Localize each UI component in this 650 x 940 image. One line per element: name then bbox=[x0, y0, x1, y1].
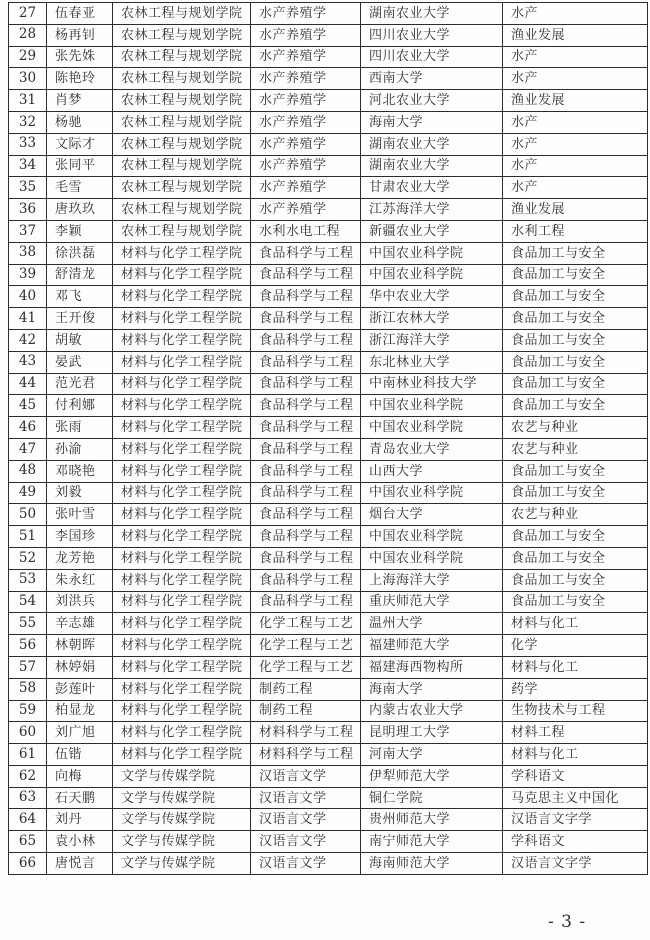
cell-name: 肖梦 bbox=[47, 90, 113, 112]
cell-row-number: 48 bbox=[9, 460, 47, 482]
cell-name: 彭莲叶 bbox=[47, 678, 113, 700]
cell-college: 材料与化学工程学院 bbox=[113, 373, 251, 395]
cell-row-number: 41 bbox=[9, 308, 47, 330]
cell-row-number: 63 bbox=[9, 787, 47, 809]
cell-university: 伊犁师范大学 bbox=[361, 765, 503, 787]
table-row bbox=[9, 264, 648, 286]
cell-major: 食品科学与工程 bbox=[251, 591, 361, 613]
cell-row-number: 36 bbox=[9, 199, 47, 221]
cell-name: 林朝晖 bbox=[47, 635, 113, 657]
table-row bbox=[9, 635, 648, 657]
cell-name: 刘丹 bbox=[47, 809, 113, 831]
table-body bbox=[9, 3, 648, 875]
cell-major: 水产养殖学 bbox=[251, 177, 361, 199]
cell-name: 石天鹏 bbox=[47, 787, 113, 809]
cell-field: 渔业发展 bbox=[503, 199, 648, 221]
cell-university: 中国农业科学院 bbox=[361, 547, 503, 569]
cell-college: 材料与化学工程学院 bbox=[113, 286, 251, 308]
cell-major: 水产养殖学 bbox=[251, 133, 361, 155]
cell-university: 烟台大学 bbox=[361, 504, 503, 526]
cell-university: 昆明理工大学 bbox=[361, 722, 503, 744]
cell-college: 农林工程与规划学院 bbox=[113, 46, 251, 68]
cell-name: 范光君 bbox=[47, 373, 113, 395]
table-row bbox=[9, 787, 648, 809]
cell-college: 农林工程与规划学院 bbox=[113, 199, 251, 221]
cell-row-number: 66 bbox=[9, 853, 47, 875]
cell-name: 胡敏 bbox=[47, 329, 113, 351]
cell-name: 舒清龙 bbox=[47, 264, 113, 286]
cell-row-number: 65 bbox=[9, 831, 47, 853]
table-row bbox=[9, 809, 648, 831]
table-row bbox=[9, 417, 648, 439]
cell-field: 材料与化工 bbox=[503, 744, 648, 766]
table-row bbox=[9, 526, 648, 548]
cell-major: 材料科学与工程 bbox=[251, 722, 361, 744]
cell-row-number: 55 bbox=[9, 613, 47, 635]
cell-row-number: 33 bbox=[9, 133, 47, 155]
table-row bbox=[9, 395, 648, 417]
table-row bbox=[9, 220, 648, 242]
cell-row-number: 62 bbox=[9, 765, 47, 787]
cell-name: 付利娜 bbox=[47, 395, 113, 417]
cell-field: 渔业发展 bbox=[503, 90, 648, 112]
table-row bbox=[9, 547, 648, 569]
table-row bbox=[9, 678, 648, 700]
cell-college: 农林工程与规划学院 bbox=[113, 155, 251, 177]
cell-name: 晏武 bbox=[47, 351, 113, 373]
cell-major: 食品科学与工程 bbox=[251, 547, 361, 569]
cell-college: 材料与化学工程学院 bbox=[113, 504, 251, 526]
cell-name: 邓飞 bbox=[47, 286, 113, 308]
cell-name: 刘广旭 bbox=[47, 722, 113, 744]
cell-major: 水产养殖学 bbox=[251, 155, 361, 177]
cell-college: 材料与化学工程学院 bbox=[113, 526, 251, 548]
cell-major: 汉语言文学 bbox=[251, 853, 361, 875]
cell-field: 农艺与种业 bbox=[503, 438, 648, 460]
cell-college: 农林工程与规划学院 bbox=[113, 68, 251, 90]
cell-field: 水产 bbox=[503, 46, 648, 68]
cell-university: 浙江农林大学 bbox=[361, 308, 503, 330]
table-row bbox=[9, 853, 648, 875]
cell-name: 孙渝 bbox=[47, 438, 113, 460]
cell-major: 食品科学与工程 bbox=[251, 417, 361, 439]
cell-row-number: 59 bbox=[9, 700, 47, 722]
cell-major: 化学工程与工艺 bbox=[251, 613, 361, 635]
cell-name: 杨驰 bbox=[47, 111, 113, 133]
cell-college: 农林工程与规划学院 bbox=[113, 220, 251, 242]
cell-university: 福建师范大学 bbox=[361, 635, 503, 657]
cell-major: 食品科学与工程 bbox=[251, 308, 361, 330]
cell-name: 张同平 bbox=[47, 155, 113, 177]
cell-field: 食品加工与安全 bbox=[503, 591, 648, 613]
cell-name: 刘洪兵 bbox=[47, 591, 113, 613]
cell-university: 中国农业科学院 bbox=[361, 264, 503, 286]
table-row bbox=[9, 700, 648, 722]
cell-row-number: 43 bbox=[9, 351, 47, 373]
cell-name: 李国珍 bbox=[47, 526, 113, 548]
cell-field: 食品加工与安全 bbox=[503, 329, 648, 351]
table-row bbox=[9, 831, 648, 853]
cell-row-number: 52 bbox=[9, 547, 47, 569]
cell-college: 材料与化学工程学院 bbox=[113, 395, 251, 417]
table-row bbox=[9, 591, 648, 613]
cell-name: 唐悦言 bbox=[47, 853, 113, 875]
cell-row-number: 57 bbox=[9, 656, 47, 678]
cell-name: 龙芳艳 bbox=[47, 547, 113, 569]
table-row bbox=[9, 722, 648, 744]
cell-university: 福建海西物构所 bbox=[361, 656, 503, 678]
cell-major: 水产养殖学 bbox=[251, 111, 361, 133]
cell-field: 水产 bbox=[503, 133, 648, 155]
cell-field: 马克思主义中国化 bbox=[503, 787, 648, 809]
table-row bbox=[9, 569, 648, 591]
cell-university: 中国农业科学院 bbox=[361, 395, 503, 417]
cell-field: 食品加工与安全 bbox=[503, 351, 648, 373]
cell-major: 食品科学与工程 bbox=[251, 264, 361, 286]
cell-major: 食品科学与工程 bbox=[251, 242, 361, 264]
cell-major: 化学工程与工艺 bbox=[251, 635, 361, 657]
table-row bbox=[9, 656, 648, 678]
page-number: - 3 - bbox=[548, 912, 587, 932]
cell-name: 向梅 bbox=[47, 765, 113, 787]
cell-name: 张叶雪 bbox=[47, 504, 113, 526]
cell-field: 水利工程 bbox=[503, 220, 648, 242]
cell-major: 汉语言文学 bbox=[251, 809, 361, 831]
table-row bbox=[9, 482, 648, 504]
cell-major: 食品科学与工程 bbox=[251, 504, 361, 526]
cell-major: 制药工程 bbox=[251, 678, 361, 700]
cell-name: 张雨 bbox=[47, 417, 113, 439]
cell-name: 文际才 bbox=[47, 133, 113, 155]
cell-row-number: 61 bbox=[9, 744, 47, 766]
cell-name: 邓晓艳 bbox=[47, 460, 113, 482]
table-row bbox=[9, 373, 648, 395]
cell-name: 张先姝 bbox=[47, 46, 113, 68]
table-row bbox=[9, 90, 648, 112]
table-row bbox=[9, 68, 648, 90]
cell-college: 材料与化学工程学院 bbox=[113, 460, 251, 482]
cell-field: 食品加工与安全 bbox=[503, 547, 648, 569]
cell-row-number: 29 bbox=[9, 46, 47, 68]
cell-major: 食品科学与工程 bbox=[251, 395, 361, 417]
cell-name: 杨再钊 bbox=[47, 24, 113, 46]
cell-name: 李颖 bbox=[47, 220, 113, 242]
cell-college: 材料与化学工程学院 bbox=[113, 438, 251, 460]
table-row bbox=[9, 460, 648, 482]
cell-name: 辛志雄 bbox=[47, 613, 113, 635]
cell-name: 陈艳玲 bbox=[47, 68, 113, 90]
cell-field: 农艺与种业 bbox=[503, 417, 648, 439]
cell-college: 文学与传媒学院 bbox=[113, 809, 251, 831]
cell-university: 温州大学 bbox=[361, 613, 503, 635]
cell-college: 材料与化学工程学院 bbox=[113, 308, 251, 330]
cell-field: 食品加工与安全 bbox=[503, 264, 648, 286]
cell-university: 四川农业大学 bbox=[361, 46, 503, 68]
cell-university: 山西大学 bbox=[361, 460, 503, 482]
cell-major: 汉语言文学 bbox=[251, 831, 361, 853]
cell-field: 水产 bbox=[503, 155, 648, 177]
cell-name: 林婷娟 bbox=[47, 656, 113, 678]
table-row bbox=[9, 351, 648, 373]
cell-college: 材料与化学工程学院 bbox=[113, 547, 251, 569]
cell-major: 汉语言文学 bbox=[251, 787, 361, 809]
cell-college: 材料与化学工程学院 bbox=[113, 569, 251, 591]
cell-major: 食品科学与工程 bbox=[251, 460, 361, 482]
cell-name: 唐玖玖 bbox=[47, 199, 113, 221]
cell-field: 材料工程 bbox=[503, 722, 648, 744]
cell-college: 材料与化学工程学院 bbox=[113, 351, 251, 373]
cell-field: 食品加工与安全 bbox=[503, 373, 648, 395]
cell-college: 农林工程与规划学院 bbox=[113, 133, 251, 155]
cell-row-number: 44 bbox=[9, 373, 47, 395]
cell-name: 徐洪磊 bbox=[47, 242, 113, 264]
cell-name: 毛雪 bbox=[47, 177, 113, 199]
cell-field: 食品加工与安全 bbox=[503, 460, 648, 482]
cell-field: 食品加工与安全 bbox=[503, 242, 648, 264]
cell-university: 海南师范大学 bbox=[361, 853, 503, 875]
cell-college: 文学与传媒学院 bbox=[113, 787, 251, 809]
cell-name: 袁小林 bbox=[47, 831, 113, 853]
table-row bbox=[9, 613, 648, 635]
cell-major: 水产养殖学 bbox=[251, 199, 361, 221]
cell-major: 汉语言文学 bbox=[251, 765, 361, 787]
cell-college: 材料与化学工程学院 bbox=[113, 591, 251, 613]
cell-university: 四川农业大学 bbox=[361, 24, 503, 46]
cell-university: 中国农业科学院 bbox=[361, 242, 503, 264]
cell-row-number: 38 bbox=[9, 242, 47, 264]
cell-row-number: 35 bbox=[9, 177, 47, 199]
cell-row-number: 47 bbox=[9, 438, 47, 460]
cell-row-number: 31 bbox=[9, 90, 47, 112]
cell-name: 王开俊 bbox=[47, 308, 113, 330]
cell-row-number: 45 bbox=[9, 395, 47, 417]
cell-row-number: 40 bbox=[9, 286, 47, 308]
cell-major: 水产养殖学 bbox=[251, 68, 361, 90]
cell-field: 渔业发展 bbox=[503, 24, 648, 46]
cell-major: 食品科学与工程 bbox=[251, 526, 361, 548]
cell-university: 湖南农业大学 bbox=[361, 3, 503, 25]
cell-major: 水产养殖学 bbox=[251, 24, 361, 46]
cell-university: 青岛农业大学 bbox=[361, 438, 503, 460]
cell-university: 中国农业科学院 bbox=[361, 482, 503, 504]
cell-university: 河南大学 bbox=[361, 744, 503, 766]
table-row bbox=[9, 3, 648, 25]
cell-row-number: 34 bbox=[9, 155, 47, 177]
cell-major: 水产养殖学 bbox=[251, 46, 361, 68]
cell-college: 材料与化学工程学院 bbox=[113, 329, 251, 351]
cell-university: 海南大学 bbox=[361, 678, 503, 700]
cell-field: 材料与化工 bbox=[503, 656, 648, 678]
cell-major: 食品科学与工程 bbox=[251, 438, 361, 460]
cell-field: 水产 bbox=[503, 68, 648, 90]
cell-field: 水产 bbox=[503, 177, 648, 199]
cell-university: 甘肃农业大学 bbox=[361, 177, 503, 199]
cell-university: 铜仁学院 bbox=[361, 787, 503, 809]
table-row bbox=[9, 46, 648, 68]
admissions-table bbox=[8, 2, 648, 875]
cell-row-number: 58 bbox=[9, 678, 47, 700]
cell-row-number: 28 bbox=[9, 24, 47, 46]
cell-field: 食品加工与安全 bbox=[503, 308, 648, 330]
cell-name: 刘毅 bbox=[47, 482, 113, 504]
cell-row-number: 49 bbox=[9, 482, 47, 504]
cell-college: 材料与化学工程学院 bbox=[113, 635, 251, 657]
cell-field: 生物技术与工程 bbox=[503, 700, 648, 722]
cell-field: 水产 bbox=[503, 111, 648, 133]
cell-college: 材料与化学工程学院 bbox=[113, 264, 251, 286]
cell-row-number: 50 bbox=[9, 504, 47, 526]
cell-field: 学科语文 bbox=[503, 831, 648, 853]
cell-college: 农林工程与规划学院 bbox=[113, 111, 251, 133]
cell-university: 江苏海洋大学 bbox=[361, 199, 503, 221]
cell-major: 材料科学与工程 bbox=[251, 744, 361, 766]
cell-college: 农林工程与规划学院 bbox=[113, 3, 251, 25]
cell-field: 化学 bbox=[503, 635, 648, 657]
cell-college: 农林工程与规划学院 bbox=[113, 90, 251, 112]
cell-field: 汉语言文字学 bbox=[503, 853, 648, 875]
table-row bbox=[9, 177, 648, 199]
cell-college: 材料与化学工程学院 bbox=[113, 656, 251, 678]
cell-field: 汉语言文字学 bbox=[503, 809, 648, 831]
cell-name: 伍春亚 bbox=[47, 3, 113, 25]
cell-college: 材料与化学工程学院 bbox=[113, 482, 251, 504]
table-row bbox=[9, 329, 648, 351]
cell-college: 文学与传媒学院 bbox=[113, 853, 251, 875]
cell-college: 农林工程与规划学院 bbox=[113, 177, 251, 199]
cell-name: 伍锴 bbox=[47, 744, 113, 766]
cell-row-number: 32 bbox=[9, 111, 47, 133]
cell-major: 食品科学与工程 bbox=[251, 569, 361, 591]
table-row bbox=[9, 765, 648, 787]
cell-row-number: 60 bbox=[9, 722, 47, 744]
table-row bbox=[9, 199, 648, 221]
cell-university: 海南大学 bbox=[361, 111, 503, 133]
cell-college: 材料与化学工程学院 bbox=[113, 678, 251, 700]
cell-university: 河北农业大学 bbox=[361, 90, 503, 112]
table-row bbox=[9, 24, 648, 46]
cell-university: 西南大学 bbox=[361, 68, 503, 90]
cell-field: 药学 bbox=[503, 678, 648, 700]
table-row bbox=[9, 286, 648, 308]
table-row bbox=[9, 308, 648, 330]
cell-college: 材料与化学工程学院 bbox=[113, 613, 251, 635]
cell-major: 水利水电工程 bbox=[251, 220, 361, 242]
cell-university: 湖南农业大学 bbox=[361, 133, 503, 155]
cell-row-number: 54 bbox=[9, 591, 47, 613]
cell-university: 上海海洋大学 bbox=[361, 569, 503, 591]
cell-university: 重庆师范大学 bbox=[361, 591, 503, 613]
cell-college: 材料与化学工程学院 bbox=[113, 700, 251, 722]
table-row bbox=[9, 242, 648, 264]
cell-row-number: 46 bbox=[9, 417, 47, 439]
cell-major: 食品科学与工程 bbox=[251, 329, 361, 351]
cell-field: 农艺与种业 bbox=[503, 504, 648, 526]
cell-major: 化学工程与工艺 bbox=[251, 656, 361, 678]
cell-university: 内蒙古农业大学 bbox=[361, 700, 503, 722]
cell-college: 材料与化学工程学院 bbox=[113, 744, 251, 766]
cell-university: 中国农业科学院 bbox=[361, 417, 503, 439]
cell-major: 食品科学与工程 bbox=[251, 373, 361, 395]
cell-university: 中国农业科学院 bbox=[361, 526, 503, 548]
cell-row-number: 51 bbox=[9, 526, 47, 548]
cell-field: 食品加工与安全 bbox=[503, 526, 648, 548]
cell-row-number: 37 bbox=[9, 220, 47, 242]
cell-row-number: 27 bbox=[9, 3, 47, 25]
table-row bbox=[9, 504, 648, 526]
cell-name: 柏显龙 bbox=[47, 700, 113, 722]
table-row bbox=[9, 744, 648, 766]
cell-university: 中南林业科技大学 bbox=[361, 373, 503, 395]
cell-major: 制药工程 bbox=[251, 700, 361, 722]
cell-row-number: 30 bbox=[9, 68, 47, 90]
cell-college: 材料与化学工程学院 bbox=[113, 722, 251, 744]
table-row bbox=[9, 438, 648, 460]
cell-row-number: 64 bbox=[9, 809, 47, 831]
cell-major: 水产养殖学 bbox=[251, 3, 361, 25]
table-row bbox=[9, 111, 648, 133]
cell-row-number: 53 bbox=[9, 569, 47, 591]
cell-university: 贵州师范大学 bbox=[361, 809, 503, 831]
cell-university: 华中农业大学 bbox=[361, 286, 503, 308]
cell-major: 水产养殖学 bbox=[251, 90, 361, 112]
cell-field: 食品加工与安全 bbox=[503, 395, 648, 417]
cell-field: 材料与化工 bbox=[503, 613, 648, 635]
cell-row-number: 56 bbox=[9, 635, 47, 657]
cell-college: 文学与传媒学院 bbox=[113, 831, 251, 853]
cell-university: 新疆农业大学 bbox=[361, 220, 503, 242]
cell-field: 食品加工与安全 bbox=[503, 286, 648, 308]
cell-major: 食品科学与工程 bbox=[251, 482, 361, 504]
cell-field: 食品加工与安全 bbox=[503, 482, 648, 504]
cell-university: 东北林业大学 bbox=[361, 351, 503, 373]
cell-row-number: 42 bbox=[9, 329, 47, 351]
cell-university: 浙江海洋大学 bbox=[361, 329, 503, 351]
cell-name: 朱永红 bbox=[47, 569, 113, 591]
cell-major: 食品科学与工程 bbox=[251, 286, 361, 308]
cell-university: 南宁师范大学 bbox=[361, 831, 503, 853]
cell-college: 材料与化学工程学院 bbox=[113, 242, 251, 264]
table-row bbox=[9, 155, 648, 177]
cell-university: 湖南农业大学 bbox=[361, 155, 503, 177]
cell-field: 学科语文 bbox=[503, 765, 648, 787]
cell-row-number: 39 bbox=[9, 264, 47, 286]
cell-major: 食品科学与工程 bbox=[251, 351, 361, 373]
cell-field: 食品加工与安全 bbox=[503, 569, 648, 591]
table-row bbox=[9, 133, 648, 155]
cell-college: 农林工程与规划学院 bbox=[113, 24, 251, 46]
cell-college: 材料与化学工程学院 bbox=[113, 417, 251, 439]
cell-field: 水产 bbox=[503, 3, 648, 25]
cell-college: 文学与传媒学院 bbox=[113, 765, 251, 787]
